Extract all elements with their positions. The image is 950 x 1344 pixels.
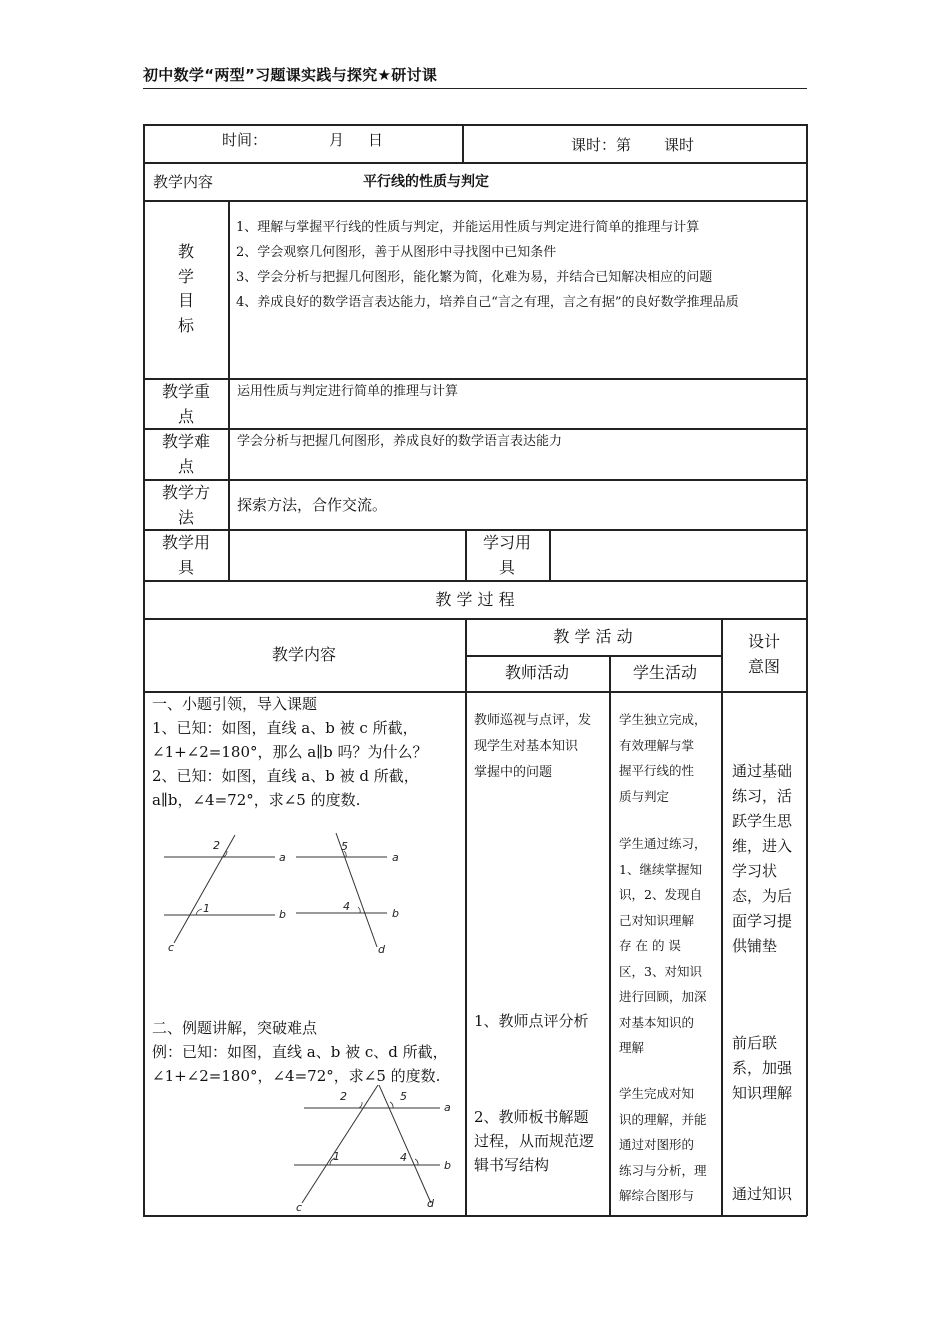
teacher-activity-line: 掌握中的问题 bbox=[474, 765, 553, 780]
study-tools-label bbox=[470, 531, 544, 580]
objective-item: 1、理解与掌握平行线的性质与判定，并能运用性质与判定进行简单的推理与计算 bbox=[236, 220, 700, 235]
student-activity-line: 学生通过练习， bbox=[619, 836, 707, 851]
study-tools-label-line: 具 bbox=[498, 557, 515, 577]
example-line: 例：已知：如图，直线 a、b 被 c、d 所截， bbox=[152, 1043, 448, 1061]
period-label: 课时：第 bbox=[571, 136, 632, 154]
objective-item: 3、学会分析与把握几何图形，能化繁为简，化难为易，并结合已知解决相应的问题 bbox=[236, 270, 713, 285]
teacher-activity-1 bbox=[474, 708, 606, 786]
example-line: ∠1+∠2=180°，∠4=72°，求∠5 的度数. bbox=[152, 1067, 441, 1085]
study-tools-label-line: 学习用 bbox=[482, 533, 531, 552]
table-border-top bbox=[143, 124, 807, 126]
design-intent-1 bbox=[732, 759, 806, 959]
question2-line: 2、已知：如图，直线 a、b 被 d 所截， bbox=[152, 767, 419, 785]
tools-label-line: 教学用 bbox=[161, 533, 210, 552]
month-label: 月 bbox=[329, 131, 345, 149]
fig1-label-b: b bbox=[279, 908, 286, 921]
student-activity-2 bbox=[619, 831, 719, 1061]
objectives-label-char: 标 bbox=[177, 315, 194, 335]
difficulty-value: 学会分析与把握几何图形，养成良好的数学语言表达能力 bbox=[237, 434, 563, 449]
objectives-label-char: 目 bbox=[177, 291, 194, 310]
fig2-label-b: b bbox=[392, 907, 399, 920]
student-activity-1 bbox=[619, 707, 719, 809]
student-activity-line: 质与判定 bbox=[619, 788, 670, 804]
section1-title: 一、小题引领，导入课题 bbox=[152, 695, 318, 713]
col-header-student: 学生活动 bbox=[632, 663, 697, 682]
teacher-activity-line: 过程，从而规范逻 bbox=[474, 1132, 595, 1150]
question2-line: a∥b，∠4=72°，求∠5 的度数. bbox=[152, 791, 361, 809]
tools-label-line: 具 bbox=[177, 557, 194, 577]
col-header-design bbox=[721, 630, 807, 679]
question1-line: 1、已知：如图，直线 a、b 被 c 所截， bbox=[152, 719, 418, 737]
example-figure bbox=[290, 1085, 462, 1213]
method-value: 探索方法，合作交流。 bbox=[237, 496, 388, 514]
key-point-label bbox=[150, 380, 222, 429]
ex-label-a: a bbox=[444, 1101, 451, 1114]
key-point-label-line: 点 bbox=[177, 406, 194, 426]
ex-label-b: b bbox=[444, 1159, 451, 1172]
ex-angle-5-arc bbox=[390, 1102, 393, 1108]
method-label bbox=[150, 481, 222, 530]
student-activity-line: 1、继续掌握知 bbox=[619, 861, 702, 877]
lesson-topic: 平行线的性质与判定 bbox=[363, 174, 489, 190]
student-activity-line: 练习与分析，理 bbox=[619, 1162, 707, 1178]
difficulty-label-line: 点 bbox=[177, 456, 194, 476]
col-header-design-line: 设计 bbox=[747, 632, 780, 651]
student-activity-line: 己对知识理解 bbox=[619, 912, 695, 928]
student-activity-line: 对基本知识的 bbox=[619, 1014, 695, 1030]
fig1-label-1: 1 bbox=[203, 902, 210, 915]
section2-title: 二、例题讲解，突破难点 bbox=[152, 1019, 318, 1037]
col-divider bbox=[465, 529, 467, 580]
objective-item: 2、学会观察几何图形，善于从图形中寻找图中已知条件 bbox=[236, 245, 557, 260]
process-title: 教 学 过 程 bbox=[435, 590, 515, 609]
ex-label-d: d bbox=[427, 1197, 434, 1210]
student-activity-line: 区，3、对知识 bbox=[619, 963, 702, 979]
student-activity-line: 学生完成对知 bbox=[619, 1086, 695, 1101]
objectives-label-char: 教 bbox=[177, 242, 194, 261]
fig1-label-2: 2 bbox=[213, 839, 220, 852]
design-intent-line: 面学习提 bbox=[732, 912, 793, 930]
student-activity-3 bbox=[619, 1081, 719, 1209]
design-intent-line: 学习状 bbox=[732, 862, 778, 880]
question1-line: ∠1+∠2=180°，那么 a∥b 吗？为什么？ bbox=[152, 743, 428, 761]
fig1-label-c: c bbox=[168, 941, 175, 954]
row-divider bbox=[143, 162, 807, 164]
teacher-activity-line: 现学生对基本知识 bbox=[474, 739, 579, 754]
design-intent-line: 态，为后 bbox=[732, 887, 793, 905]
teacher-activity-3 bbox=[474, 1105, 608, 1177]
fig2-label-5: 5 bbox=[341, 840, 348, 853]
method-label-line: 法 bbox=[177, 507, 194, 527]
design-intent-line: 练习，活 bbox=[732, 787, 793, 805]
ex-label-5: 5 bbox=[400, 1090, 407, 1103]
tools-label bbox=[150, 531, 222, 580]
teacher-activity-line: 2、教师板书解题 bbox=[474, 1108, 589, 1126]
col-header-content: 教学内容 bbox=[271, 645, 336, 664]
objectives-list bbox=[236, 215, 804, 315]
col-divider bbox=[721, 618, 723, 1216]
table-border-bottom bbox=[143, 1215, 807, 1217]
col-divider bbox=[609, 655, 611, 1216]
col-header-teacher: 教师活动 bbox=[504, 663, 569, 682]
objective-item: 4、养成良好的数学语言表达能力，培养自己“言之有理，言之有据”的良好数学推理品质 bbox=[236, 295, 739, 310]
question-figures bbox=[150, 825, 450, 965]
design-intent-line: 系，加强 bbox=[732, 1059, 793, 1077]
fig1-label-a: a bbox=[279, 851, 286, 864]
design-intent-2 bbox=[732, 1031, 806, 1106]
content-label: 教学内容 bbox=[153, 173, 214, 191]
row-divider bbox=[465, 655, 722, 657]
fig2-label-d: d bbox=[378, 943, 385, 956]
teacher-activity-2: 1、教师点评分析 bbox=[474, 1012, 589, 1030]
time-label: 时间： bbox=[222, 131, 268, 149]
key-point-value: 运用性质与判定进行简单的推理与计算 bbox=[237, 384, 459, 399]
student-activity-line: 存 在 的 误 bbox=[619, 938, 681, 953]
ex-label-4: 4 bbox=[400, 1151, 407, 1164]
content-block-2 bbox=[152, 1016, 462, 1088]
design-intent-line: 知识理解 bbox=[732, 1084, 793, 1102]
row-divider bbox=[143, 580, 807, 582]
row-divider bbox=[143, 479, 807, 481]
period-suffix: 课时 bbox=[664, 136, 695, 154]
ex-angle-2-arc bbox=[359, 1102, 362, 1108]
difficulty-label-line: 教学难 bbox=[161, 432, 210, 451]
student-activity-line: 通过对图形的 bbox=[619, 1137, 695, 1152]
student-activity-line: 识，2、发现自 bbox=[619, 887, 702, 902]
page-header bbox=[143, 66, 807, 89]
design-intent-line: 通过基础 bbox=[732, 762, 793, 780]
col-divider bbox=[465, 618, 467, 1216]
design-intent-line: 维，进入 bbox=[732, 837, 793, 855]
col-divider bbox=[549, 529, 551, 580]
row-divider bbox=[143, 200, 807, 202]
col-header-activity: 教 学 活 动 bbox=[553, 627, 633, 646]
design-intent-3: 通过知识 bbox=[732, 1185, 793, 1203]
fig2-angle-4-arc bbox=[358, 907, 360, 913]
student-activity-line: 识的理解，并能 bbox=[619, 1111, 707, 1127]
col-header-design-line: 意图 bbox=[747, 656, 780, 676]
key-point-label-line: 教学重 bbox=[161, 382, 210, 401]
fig1-angle-1-arc bbox=[196, 909, 202, 915]
student-activity-line: 理解 bbox=[619, 1040, 645, 1055]
student-activity-line: 有效理解与掌 bbox=[619, 737, 695, 753]
difficulty-label bbox=[150, 430, 222, 479]
col-divider bbox=[462, 124, 464, 162]
student-activity-line: 进行回顾，加深 bbox=[619, 989, 707, 1004]
col-divider bbox=[228, 200, 230, 580]
day-label: 日 bbox=[368, 131, 384, 149]
design-intent-line: 前后联 bbox=[732, 1034, 778, 1052]
ex-label-1: 1 bbox=[333, 1150, 340, 1163]
ex-label-2: 2 bbox=[340, 1090, 347, 1103]
fig1-line-c bbox=[174, 835, 235, 943]
ex-label-c: c bbox=[296, 1201, 303, 1213]
teacher-activity-line: 教师巡视与点评，发 bbox=[474, 713, 592, 728]
objectives-label bbox=[173, 240, 199, 338]
student-activity-line: 学生独立完成， bbox=[619, 712, 707, 727]
fig2-label-4: 4 bbox=[343, 900, 350, 913]
teacher-activity-line: 辑书写结构 bbox=[474, 1156, 550, 1174]
design-intent-line: 跃学生思 bbox=[732, 812, 793, 830]
content-block-1 bbox=[152, 692, 462, 812]
student-activity-line: 握平行线的性 bbox=[619, 763, 695, 778]
student-activity-line: 解综合图形与 bbox=[619, 1188, 695, 1203]
table-border-left bbox=[143, 124, 145, 1216]
header-title: 初中数学“两型”习题课实践与探究★研讨课 bbox=[143, 66, 438, 84]
ex-angle-4-arc bbox=[415, 1159, 418, 1165]
row-divider bbox=[143, 618, 807, 620]
design-intent-line: 供铺垫 bbox=[732, 937, 778, 955]
objectives-label-char: 学 bbox=[177, 266, 194, 286]
method-label-line: 教学方 bbox=[161, 483, 210, 502]
fig2-label-a: a bbox=[392, 851, 399, 864]
